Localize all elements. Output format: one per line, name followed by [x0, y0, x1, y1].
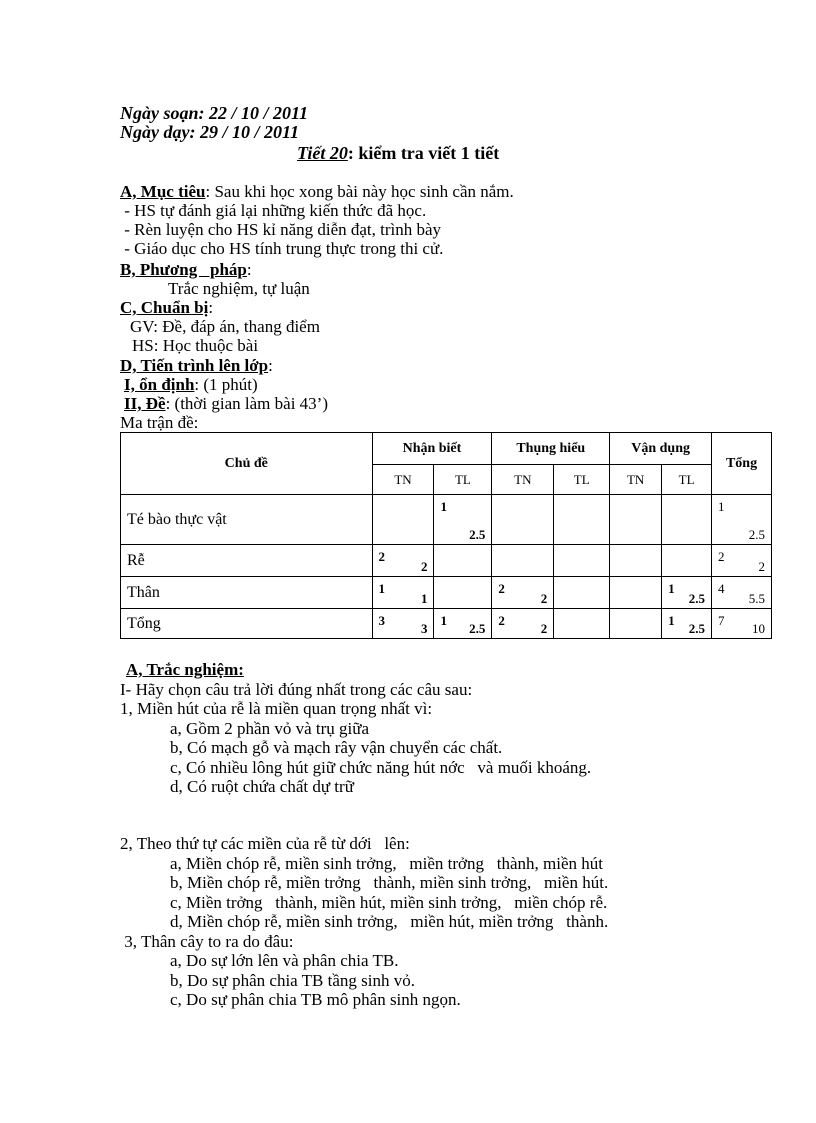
matrix-total-points: 2	[758, 559, 765, 574]
matrix-group-header: Vận dụng	[610, 433, 712, 465]
matrix-cell-points: 2	[540, 621, 548, 636]
matrix-total-cell	[712, 495, 772, 545]
matrix-cell	[372, 495, 434, 545]
matrix-cell	[662, 577, 712, 609]
question-option: c, Do sự phân chia TB mô phân sinh ngọn.	[170, 990, 461, 1009]
matrix-cell-count: 2	[378, 549, 386, 564]
prep-heading: C, Chuẩn bị	[120, 298, 209, 317]
matrix-cell-count: 2	[498, 581, 505, 596]
prep-suffix: :	[208, 298, 214, 317]
matrix-cell-count: 1	[668, 613, 675, 628]
question-option: d, Có ruột chứa chất dự trữ	[170, 777, 354, 796]
prep-date: Ngày soạn: 22 / 10 / 2011	[120, 103, 309, 123]
matrix-total-count: 2	[718, 549, 725, 564]
matrix-cell-points: 2	[420, 559, 428, 574]
question-option: a, Gồm 2 phần vỏ và trụ giữa	[170, 718, 370, 738]
question-stem: 3, Thân cây to ra do đâu:	[120, 931, 294, 951]
question-option: a, Miền chóp rễ, miền sinh trởng, miền trởng thành, miền hút	[170, 853, 603, 873]
matrix-group-header: Thụng hiểu	[492, 433, 610, 465]
matrix-cell-count: 1	[378, 581, 386, 596]
objectives-heading: A, Mục tiêu	[120, 182, 206, 201]
matrix-cell	[610, 609, 662, 639]
lesson-name: : kiểm tra viết 1 tiết	[347, 143, 500, 163]
matrix-total-cell	[712, 609, 772, 639]
matrix-cell	[662, 609, 712, 639]
matrix-topic-header: Chủ đề	[121, 433, 373, 495]
matrix-cell	[492, 577, 554, 609]
lesson-label: Tiết 20	[297, 143, 348, 163]
question-option: b, Miền chóp rễ, miền trởng thành, miền sinh trởng, miền hút.	[170, 873, 609, 892]
quiz-heading: A, Trắc nghiệm:	[126, 660, 244, 679]
objective-item: - HS tự đánh giá lại những kiến thức đã học.	[120, 201, 427, 220]
matrix-subcol: TL	[434, 465, 492, 495]
matrix-cell	[554, 545, 610, 577]
question-option: a, Do sự lớn lên và phân chia TB.	[170, 951, 399, 970]
step2-label: II, Đề	[124, 394, 166, 413]
matrix-subcol: TN	[492, 465, 554, 495]
prep-gv: GV: Đề, đáp án, thang điểm	[130, 317, 320, 336]
question-option: c, Có nhiều lông hút giữ chức năng hút nớc và muối khoáng.	[170, 757, 592, 777]
matrix-cell-count: 1	[440, 499, 447, 514]
matrix-cell	[492, 495, 554, 545]
matrix-cell	[554, 495, 610, 545]
method-text: Trắc nghiệm, tự luận	[168, 279, 310, 298]
objectives-section	[120, 182, 514, 258]
matrix-cell-count: 2	[498, 613, 505, 628]
matrix-cell-count: 1	[440, 613, 447, 628]
matrix-row-topic: Té bào thực vật	[121, 495, 373, 545]
matrix-cell-points: 2.5	[688, 591, 706, 606]
matrix-cell-points: 2.5	[469, 527, 486, 542]
process-section	[120, 356, 328, 432]
quiz-section	[120, 660, 591, 797]
method-section	[120, 260, 310, 298]
matrix-cell-points: 2.5	[469, 621, 486, 636]
matrix-row-topic: Tổng	[121, 609, 373, 639]
date-block	[120, 104, 308, 142]
matrix-total-cell	[712, 577, 772, 609]
method-suffix: :	[246, 260, 252, 279]
matrix-cell	[662, 495, 712, 545]
matrix-group-header: Nhận biết	[372, 433, 492, 465]
matrix-cell	[554, 609, 610, 639]
matrix-cell-count: 3	[378, 613, 386, 628]
matrix-cell-points: 1	[420, 591, 428, 606]
matrix-cell	[372, 545, 434, 577]
process-heading: D, Tiến trình lên lớp	[120, 356, 269, 375]
matrix-row-topic: Thân	[121, 577, 373, 609]
matrix-cell-points: 3	[420, 621, 428, 636]
matrix-cell-points: 2	[540, 591, 548, 606]
matrix-caption: Ma trận đề:	[120, 413, 199, 432]
objective-item: - Rèn luyện cho HS kỉ năng diễn đạt, trình bày	[120, 220, 442, 239]
step1-label: I, ổn định	[124, 375, 195, 394]
matrix-cell	[610, 577, 662, 609]
question-option: b, Có mạch gỗ và mạch rây vận chuyển các chất.	[170, 738, 503, 757]
question-option: b, Do sự phân chia TB tầng sinh vỏ.	[170, 970, 415, 990]
matrix-cell	[610, 545, 662, 577]
matrix-cell	[434, 545, 492, 577]
exam-matrix-table	[120, 432, 772, 639]
question-stem: 2, Theo thứ tự các miền của rễ từ dới lên:	[120, 834, 410, 853]
matrix-cell	[434, 609, 492, 639]
matrix-subcol: TL	[662, 465, 712, 495]
matrix-total-count: 4	[718, 581, 725, 596]
matrix-cell-count: 1	[668, 581, 675, 596]
matrix-total-count: 7	[718, 613, 725, 628]
matrix-subcol: TN	[372, 465, 434, 495]
matrix-cell	[554, 577, 610, 609]
matrix-total-header: Tổng	[712, 433, 772, 495]
prep-hs: HS: Học thuộc bài	[132, 336, 259, 355]
step1-text: : (1 phút)	[194, 375, 258, 394]
matrix-cell	[492, 609, 554, 639]
matrix-total-points: 10	[752, 621, 765, 636]
step2-text: : (thời gian làm bài 43’)	[165, 394, 328, 413]
objectives-intro: : Sau khi học xong bài này học sinh cần nắm.	[205, 182, 514, 201]
matrix-cell	[372, 609, 434, 639]
quiz-instruction: I- Hãy chọn câu trả lời đúng nhất trong các câu sau:	[120, 679, 473, 699]
matrix-row-topic: Rễ	[121, 545, 373, 577]
question-option: c, Miền trởng thành, miền hút, miền sinh trởng, miền chóp rễ.	[170, 892, 608, 912]
matrix-subcol: TN	[610, 465, 662, 495]
matrix-cell	[434, 495, 492, 545]
matrix-cell-points: 2.5	[688, 621, 706, 636]
matrix-total-cell	[712, 545, 772, 577]
matrix-total-points: 5.5	[748, 591, 765, 606]
process-suffix: :	[268, 356, 273, 375]
matrix-cell	[662, 545, 712, 577]
prep-section	[120, 298, 320, 355]
objective-item: - Giáo dục cho HS tính trung thực trong thi cử.	[120, 239, 444, 258]
matrix-cell	[372, 577, 434, 609]
matrix-total-count: 1	[718, 499, 725, 514]
matrix-total-points: 2.5	[748, 527, 765, 542]
method-heading: B, Phương pháp	[120, 260, 247, 279]
question-stem: 1, Miền hút của rễ là miền quan trọng nhất vì:	[120, 699, 433, 718]
lesson-title	[297, 144, 499, 163]
matrix-cell	[610, 495, 662, 545]
teach-date: Ngày dạy: 29 / 10 / 2011	[120, 122, 299, 142]
matrix-cell	[434, 577, 492, 609]
quiz-question-2	[120, 834, 608, 1010]
matrix-cell	[492, 545, 554, 577]
question-option: d, Miền chóp rễ, miền sinh trởng, miền hút, miền trởng thành.	[170, 912, 609, 931]
matrix-subcol: TL	[554, 465, 610, 495]
